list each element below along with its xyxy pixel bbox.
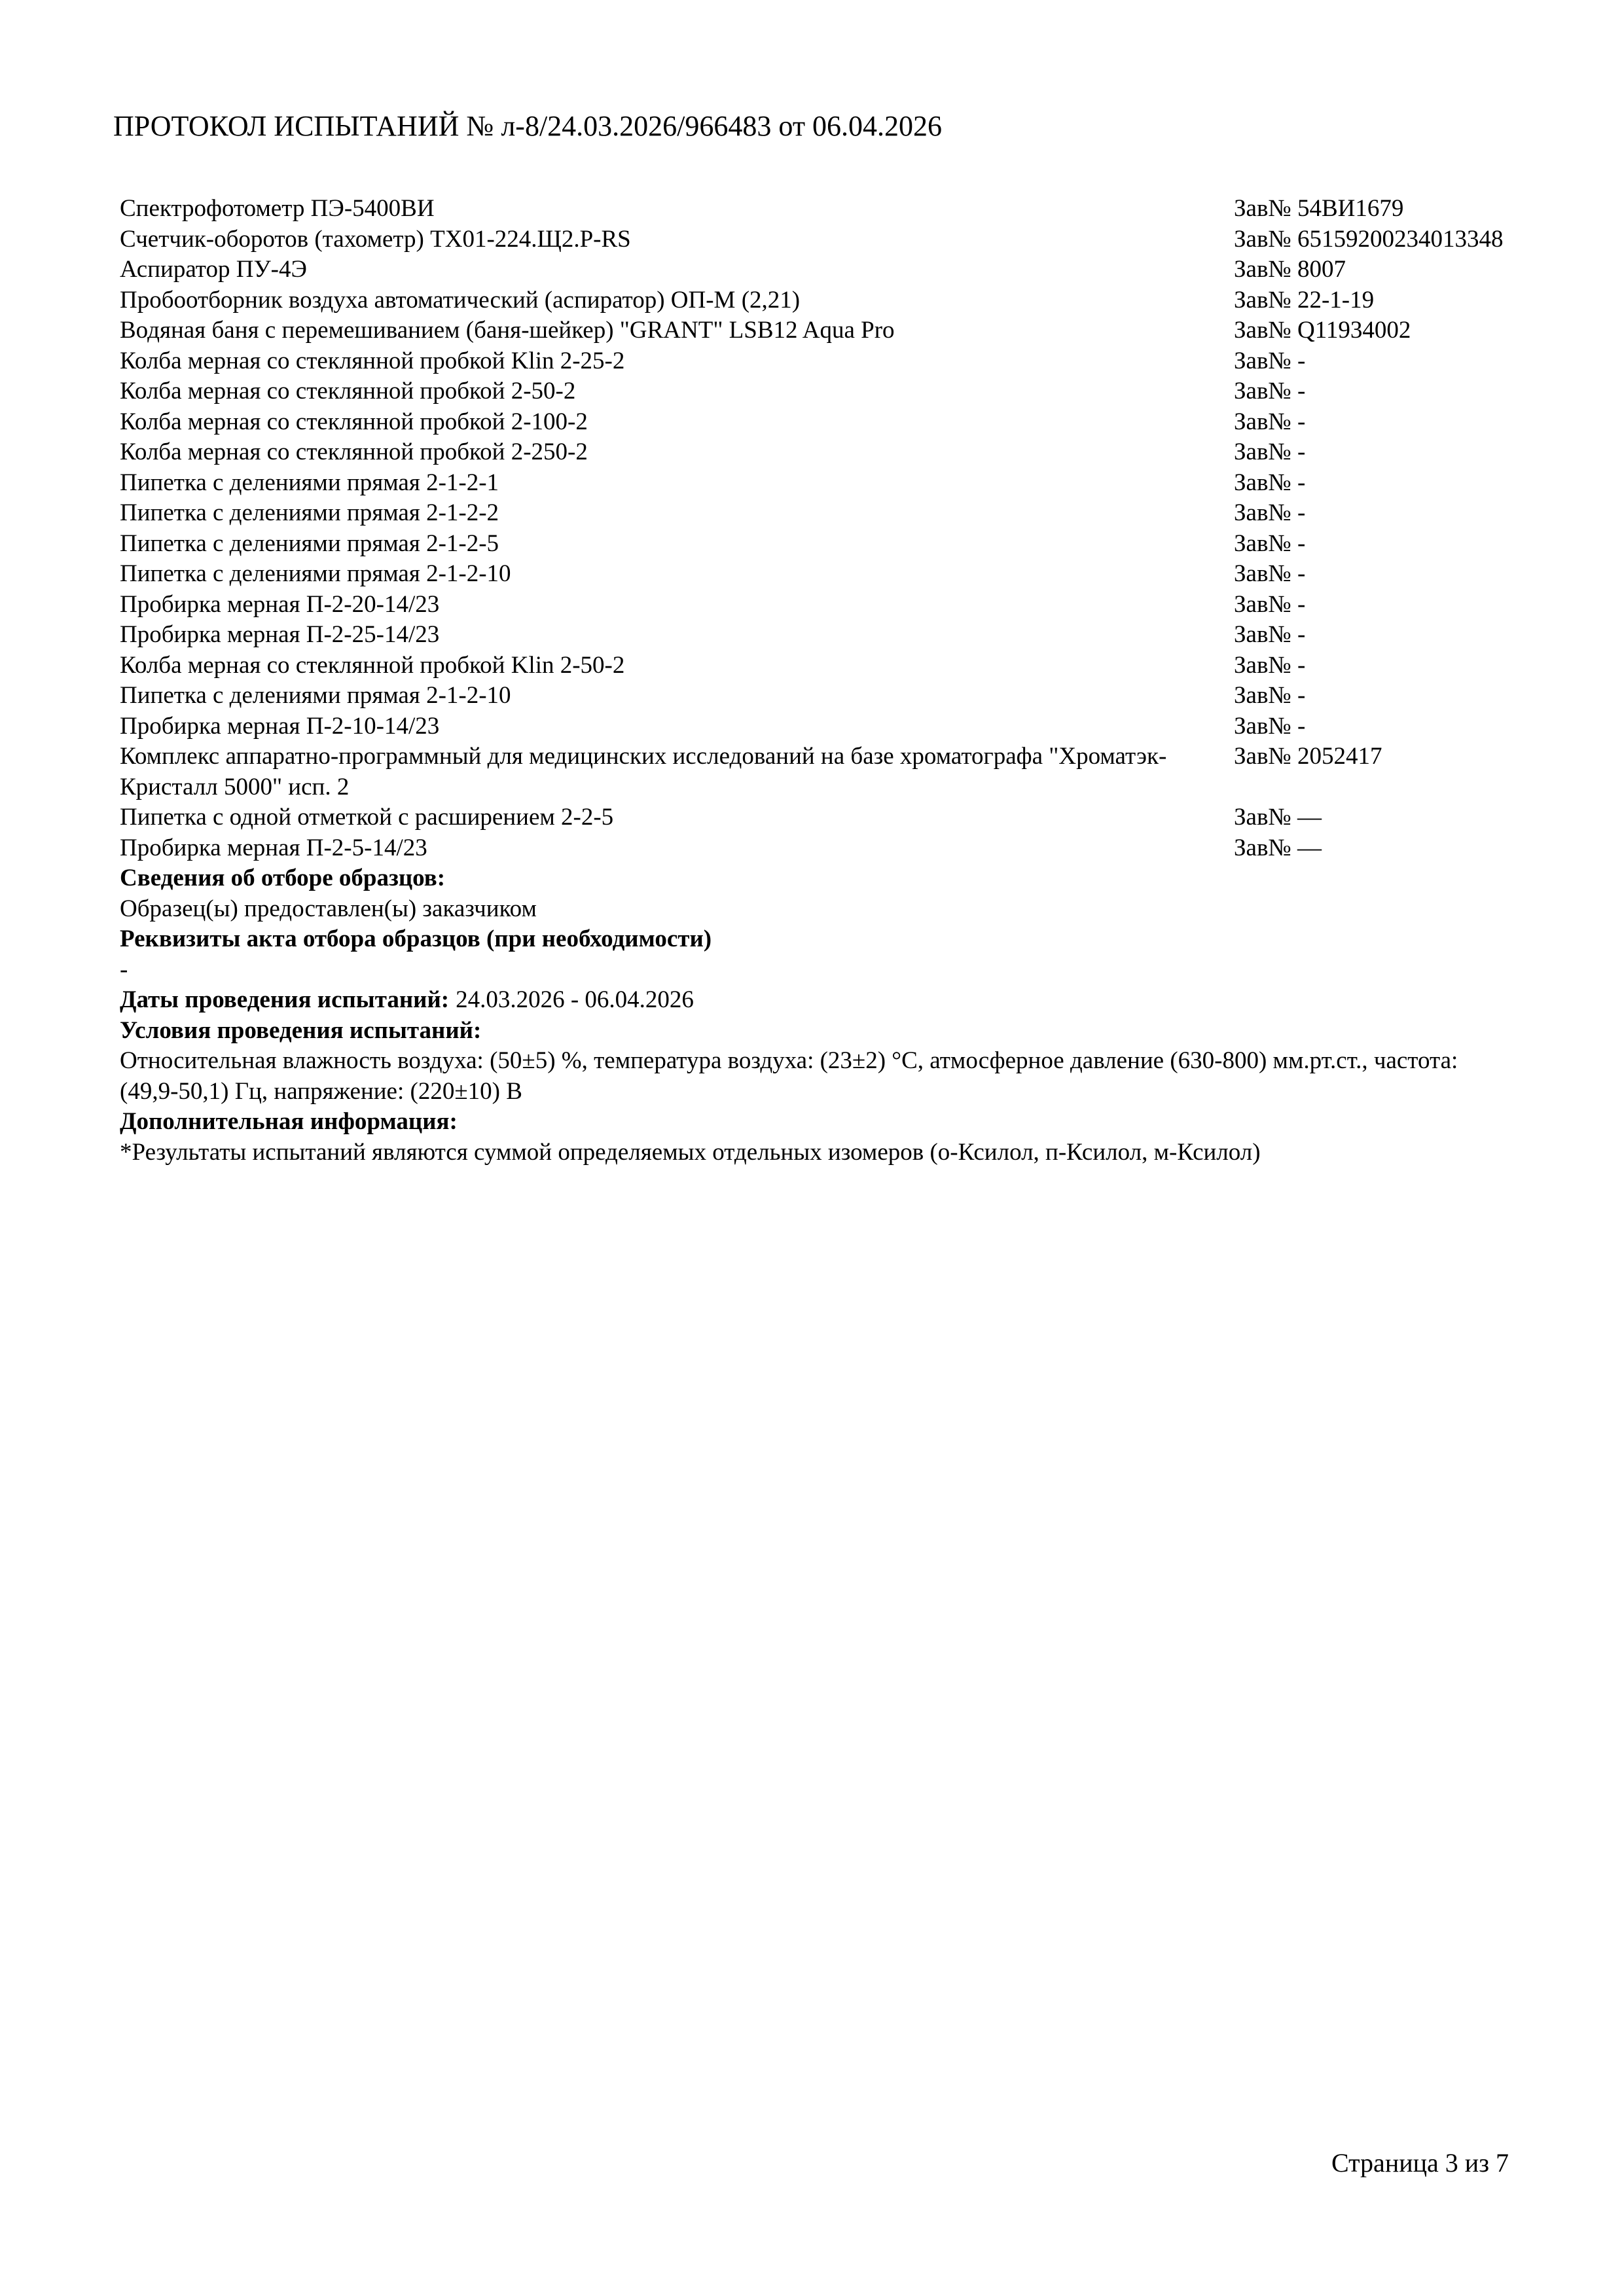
page-number: Страница 3 из 7 [1331, 2148, 1509, 2178]
equipment-row [120, 285, 1511, 316]
equipment-name: Пипетка с делениями прямая 2-1-2-2 [120, 499, 499, 526]
sampling-info-text: Образец(ы) предоставлен(ы) заказчиком [120, 895, 537, 922]
equipment-serial-number: Зав№ - [1234, 682, 1306, 709]
equipment-row [120, 437, 1511, 468]
equipment-row [120, 468, 1511, 499]
equipment-name: Пробирка мерная П-2-10-14/23 [120, 712, 440, 740]
equipment-name: Счетчик-оборотов (тахометр) ТХ01-224.Щ2.P-RS [120, 225, 631, 253]
equipment-name: Спектрофотометр ПЭ-5400ВИ [120, 195, 435, 222]
equipment-row [120, 802, 1511, 833]
equipment-name: Пробирка мерная П-2-5-14/23 [120, 834, 427, 861]
equipment-row [120, 407, 1511, 438]
equipment-row [120, 376, 1511, 407]
equipment-row [120, 651, 1511, 681]
equipment-name: Пробоотборник воздуха автоматический (аспиратор) ОП-М (2,21) [120, 286, 801, 314]
equipment-name: Пробирка мерная П-2-20-14/23 [120, 590, 440, 618]
equipment-serial-number: Зав№ — [1234, 834, 1322, 861]
equipment-name: Пипетка с делениями прямая 2-1-2-10 [120, 560, 511, 587]
equipment-row [120, 315, 1511, 346]
equipment-name: Комплекс аппаратно-программный для медицинских исследований на базе хроматографа "Хроматэк-Кристалл 5000" исп. 2 [120, 743, 1167, 800]
equipment-name: Пипетка с делениями прямая 2-1-2-10 [120, 682, 511, 709]
equipment-name: Пипетка с делениями прямая 2-1-2-1 [120, 469, 499, 496]
equipment-row [120, 346, 1511, 377]
equipment-serial-number: Зав№ - [1234, 590, 1306, 618]
equipment-name: Колба мерная со стеклянной пробкой 2-250-2 [120, 439, 588, 465]
equipment-serial-number: Зав№ - [1234, 712, 1306, 740]
equipment-serial-number: Зав№ - [1234, 560, 1306, 587]
test-conditions-heading: Условия проведения испытаний: [120, 1016, 482, 1044]
equipment-row [120, 681, 1511, 711]
equipment-name: Водяная баня с перемешиванием (баня-шейкер) "GRANT" LSB12 Aqua Pro [120, 317, 895, 344]
test-dates-label: Даты проведения испытаний: [120, 986, 450, 1013]
equipment-serial-number: Зав№ 22-1-19 [1234, 286, 1375, 314]
page-content [120, 194, 1511, 1168]
equipment-row [120, 590, 1511, 620]
equipment-serial-number: Зав№ 65159200234013348 [1234, 225, 1504, 253]
additional-info-text: *Результаты испытаний являются суммой определяемых отдельных изомеров (о-Ксилол, п-Ксилол, м-Ксилол) [120, 1138, 1261, 1166]
equipment-row [120, 742, 1511, 802]
equipment-list [120, 194, 1511, 863]
equipment-row [120, 559, 1511, 590]
equipment-name: Пипетка с делениями прямая 2-1-2-5 [120, 529, 499, 557]
equipment-name: Пробирка мерная П-2-25-14/23 [120, 621, 440, 648]
test-conditions-text: Относительная влажность воздуха: (50±5) %, температура воздуха: (23±2) °C, атмосферное давление (630-800) мм.рт.ст., частота: (49,9-50,1) Гц, напряжение: (220±10) В [120, 1047, 1458, 1105]
equipment-serial-number: Зав№ 54ВИ1679 [1234, 195, 1404, 222]
equipment-name: Колба мерная со стеклянной пробкой 2-100-2 [120, 408, 588, 435]
equipment-row [120, 529, 1511, 560]
sampling-info-heading: Сведения об отборе образцов: [120, 865, 446, 891]
equipment-serial-number: Зав№ - [1234, 469, 1306, 496]
equipment-serial-number: Зав№ - [1234, 378, 1306, 404]
equipment-serial-number: Зав№ - [1234, 621, 1306, 648]
sampling-act-heading: Реквизиты акта отбора образцов (при необходимости) [120, 925, 712, 952]
test-dates-line [120, 985, 1511, 1016]
equipment-serial-number: Зав№ - [1234, 408, 1306, 435]
equipment-serial-number: Зав№ - [1234, 499, 1306, 526]
equipment-row [120, 711, 1511, 742]
equipment-serial-number: Зав№ Q11934002 [1234, 317, 1411, 344]
equipment-serial-number: Зав№ — [1234, 804, 1322, 831]
equipment-row [120, 194, 1511, 224]
equipment-name: Пипетка с одной отметкой с расширением 2-2-5 [120, 804, 614, 831]
equipment-serial-number: Зав№ - [1234, 439, 1306, 465]
equipment-row [120, 498, 1511, 529]
equipment-name: Аспиратор ПУ-4Э [120, 256, 307, 283]
test-dates-value: 24.03.2026 - 06.04.2026 [456, 986, 694, 1013]
equipment-serial-number: Зав№ 2052417 [1234, 743, 1382, 770]
page-title: ПРОТОКОЛ ИСПЫТАНИЙ № л-8/24.03.2026/966483 от 06.04.2026 [113, 110, 943, 142]
equipment-name: Колба мерная со стеклянной пробкой 2-50-2 [120, 378, 576, 404]
equipment-serial-number: Зав№ 8007 [1234, 256, 1346, 283]
equipment-row [120, 620, 1511, 651]
equipment-name: Колба мерная со стеклянной пробкой Klin 2-50-2 [120, 651, 625, 679]
equipment-serial-number: Зав№ - [1234, 347, 1306, 374]
equipment-serial-number: Зав№ - [1234, 651, 1306, 679]
equipment-serial-number: Зав№ - [1234, 529, 1306, 557]
sampling-act-value: - [120, 956, 128, 983]
equipment-name: Колба мерная со стеклянной пробкой Klin 2-25-2 [120, 347, 625, 374]
equipment-row [120, 255, 1511, 285]
additional-info-heading: Дополнительная информация: [120, 1108, 458, 1135]
equipment-row [120, 833, 1511, 864]
equipment-row [120, 224, 1511, 255]
